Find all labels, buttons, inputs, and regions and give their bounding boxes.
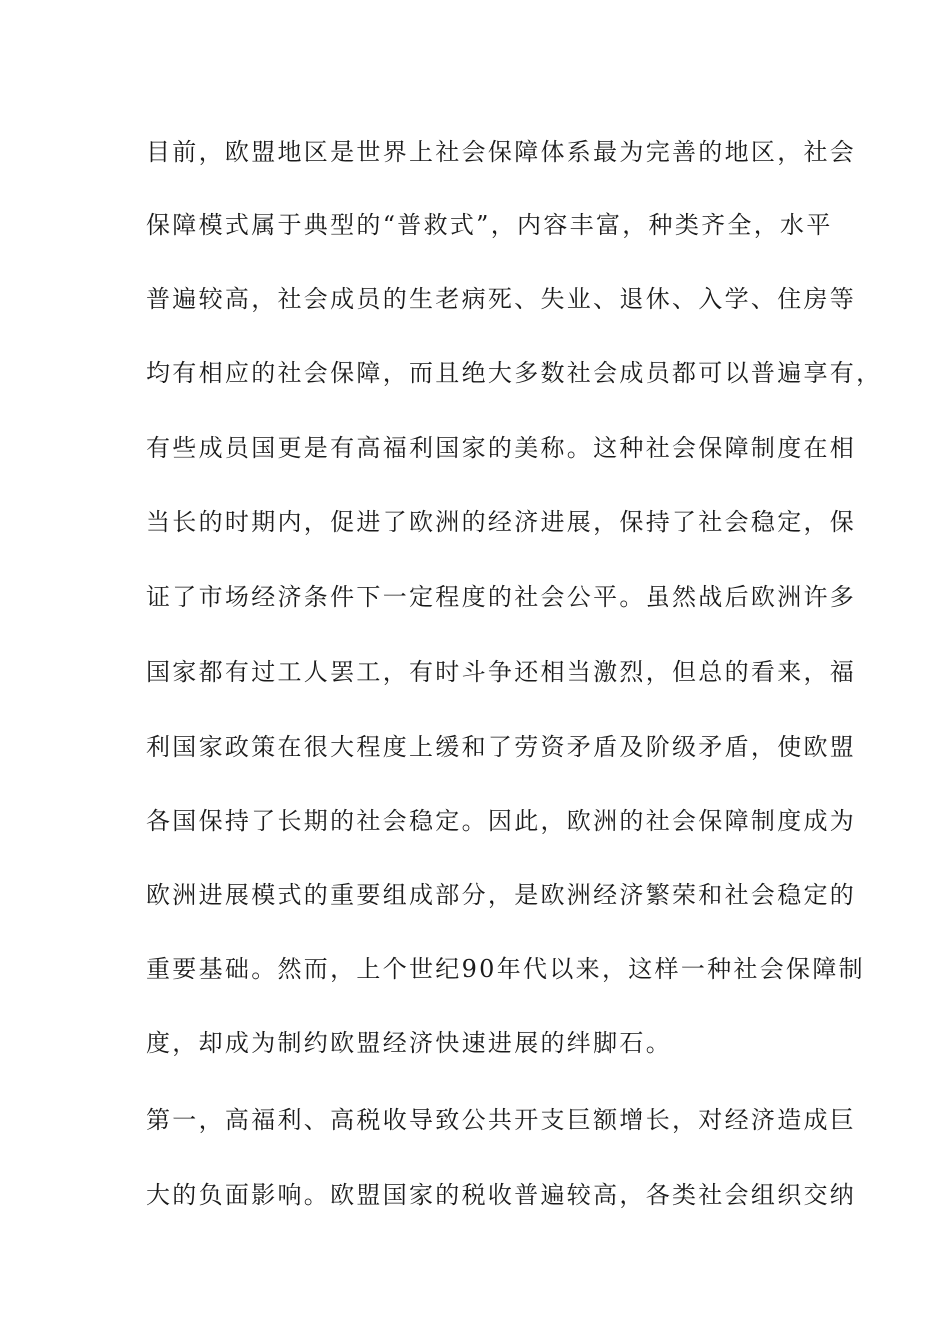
text-line: 各国保持了长期的社会稳定。因此，欧洲的社会保障制度成为 bbox=[146, 807, 857, 835]
text-line: 保障模式属于典型的“普救式”，内容丰富，种类齐全，水平 bbox=[146, 211, 833, 239]
text-line: 目前，欧盟地区是世界上社会保障体系最为完善的地区，社会 bbox=[146, 138, 857, 166]
text-line: 当长的时期内，促进了欧洲的经济进展，保持了社会稳定，保 bbox=[146, 508, 857, 536]
text-line: 利国家政策在很大程度上缓和了劳资矛盾及阶级矛盾，使欧盟 bbox=[146, 733, 857, 761]
text-line: 国家都有过工人罢工，有时斗争还相当激烈，但总的看来，福 bbox=[146, 658, 857, 686]
text-line: 证了市场经济条件下一定程度的社会公平。虽然战后欧洲许多 bbox=[146, 583, 857, 611]
text-line: 有些成员国更是有高福利国家的美称。这种社会保障制度在相 bbox=[146, 434, 857, 462]
text-line: 度，却成为制约欧盟经济快速进展的绊脚石。 bbox=[146, 1029, 672, 1057]
text-line: 普遍较高，社会成员的生老病死、失业、退休、入学、住房等 bbox=[146, 285, 857, 313]
text-line: 大的负面影响。欧盟国家的税收普遍较高，各类社会组织交纳 bbox=[146, 1181, 857, 1209]
text-line: 重要基础。然而，上个世纪90年代以来，这样一种社会保障制 bbox=[146, 955, 865, 983]
text-line: 欧洲进展模式的重要组成部分，是欧洲经济繁荣和社会稳定的 bbox=[146, 881, 857, 909]
text-line: 均有相应的社会保障，而且绝大多数社会成员都可以普遍享有， bbox=[146, 359, 883, 387]
text-line: 第一，高福利、高税收导致公共开支巨额增长，对经济造成巨 bbox=[146, 1106, 857, 1134]
